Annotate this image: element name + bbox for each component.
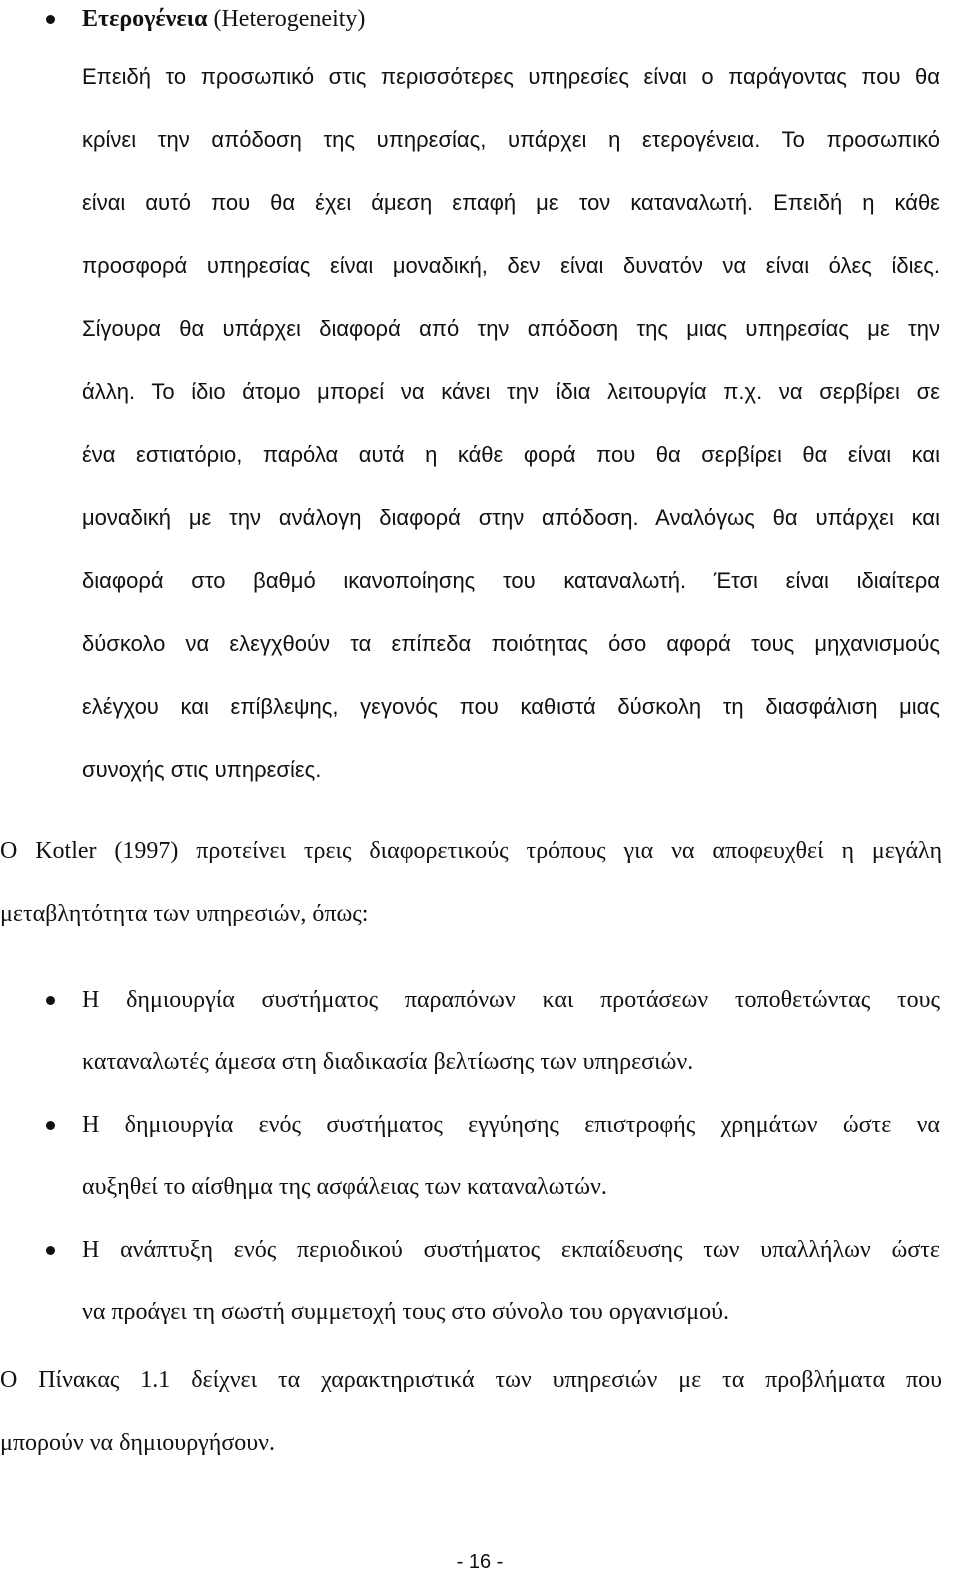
heterogeneity-line: διαφορά στο βαθμό ικανοποίησης του καταναλωτή. Έτσι είναι ιδιαίτερα [82,568,940,593]
list-item-line: Η δημιουργία συστήματος παραπόνων και προτάσεων τοποθετώντας τους [82,987,940,1013]
bullet-dot-icon [46,1121,55,1130]
list-item-line: Η ανάπτυξη ενός περιοδικού συστήματος εκπαίδευσης των υπαλλήλων ώστε [82,1237,940,1263]
kotler-line: Ο Kotler (1997) προτείνει τρεις διαφορετικούς τρόπους για να αποφευχθεί η μεγάλη [0,838,942,864]
heterogeneity-line: ελέγχου και επίβλεψης, γεγονός που καθιστά δύσκολη τη διασφάλιση μιας [82,694,940,719]
section-heading-rest: (Heterogeneity) [207,6,366,32]
heterogeneity-line: άλλη. Το ίδιο άτομο μπορεί να κάνει την ίδια λειτουργία π.χ. να σερβίρει σε [82,379,940,404]
section-heading [82,4,940,34]
heterogeneity-line: Σίγουρα θα υπάρχει διαφορά από την απόδοση της μιας υπηρεσίας με την [82,316,940,341]
heterogeneity-line: μοναδική με την ανάλογη διαφορά στην απόδοση. Αναλόγως θα υπάρχει και [82,505,940,530]
page-number: - 16 - [456,1551,504,1573]
list-item-line: Η δημιουργία ενός συστήματος εγγύησης επιστροφής χρημάτων ώστε να [82,1112,940,1138]
section-heading-bold: Ετερογένεια [82,6,208,32]
table-ref-line: Ο Πίνακας 1.1 δείχνει τα χαρακτηριστικά των υπηρεσιών με τα προβλήματα που [0,1367,942,1393]
list-item-line: να προάγει τη σωστή συμμετοχή τους στο σύνολο του οργανισμού. [82,1299,729,1325]
bullet-dot-icon [46,1246,55,1255]
heterogeneity-line: συνοχής στις υπηρεσίες. [82,757,322,782]
table-ref-line: μπορούν να δημιουργήσουν. [0,1430,275,1456]
heterogeneity-line: Επειδή το προσωπικό στις περισσότερες υπηρεσίες είναι ο παράγοντας που θα [82,64,940,89]
heterogeneity-line: κρίνει την απόδοση της υπηρεσίας, υπάρχει η ετερογένεια. Το προσωπικό [82,127,940,152]
bullet-dot-icon [46,996,55,1005]
kotler-line: μεταβλητότητα των υπηρεσιών, όπως: [0,901,369,927]
bullet-dot-icon [46,15,55,24]
heterogeneity-line: προσφορά υπηρεσίας είναι μοναδική, δεν είναι δυνατόν να είναι όλες ίδιες. [82,253,940,278]
heterogeneity-line: ένα εστιατόριο, παρόλα αυτά η κάθε φορά που θα σερβίρει θα είναι και [82,442,940,467]
heterogeneity-line: δύσκολο να ελεγχθούν τα επίπεδα ποιότητας όσο αφορά τους μηχανισμούς [82,631,940,656]
list-item-line: καταναλωτές άμεσα στη διαδικασία βελτίωσης των υπηρεσιών. [82,1049,694,1075]
heterogeneity-line: είναι αυτό που θα έχει άμεση επαφή με τον καταναλωτή. Επειδή η κάθε [82,190,940,215]
list-item-line: αυξηθεί το αίσθημα της ασφάλειας των καταναλωτών. [82,1174,607,1200]
